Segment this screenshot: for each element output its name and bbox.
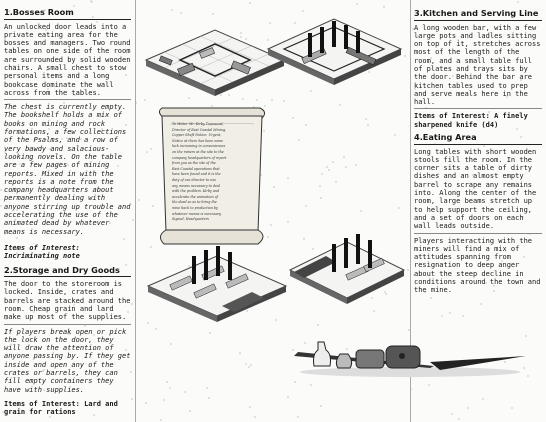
section-divider (4, 99, 131, 100)
bosses-room-items: Items of Interest: Incriminating note (4, 243, 80, 261)
isometric-room-map-bottom-left (142, 242, 292, 322)
isometric-room-map-bottom-right (286, 228, 408, 306)
scroll-line: with the problem. Kirby and (172, 189, 220, 194)
scroll-line: accelerate the animation of (172, 194, 218, 199)
scroll-line: To Mister Mr. Kirby Townsend, (172, 122, 224, 126)
scroll-line: Director of East Coastal Mining, (172, 127, 227, 132)
left-column (0, 0, 135, 422)
section-divider (414, 108, 542, 109)
kitchen-items: Items of Interest: A finely sharpened knife (d4) (414, 112, 528, 129)
section-heading-bosses-room: 1.Bosses Room (4, 8, 131, 20)
scroll-line: Notice at there has been some (172, 138, 224, 143)
column-divider-left (135, 0, 136, 422)
scroll-line: lack increasing in conveniences (172, 144, 226, 149)
incriminating-note-scroll (150, 106, 274, 246)
bosses-room-gm-notes: The chest is currently empty. The bookshelf holds a mix of books on mining and rock formations, a few collections of the Psalms, and a row of very bawdy and salacious-looking novels. On the table are a few pages of mining reports. Mixed in with the reports is a note from the company headquarters about permanently dealing with anyone stirring up trouble and accelerating the use of the animated dead by whatever means is necessary. (4, 103, 131, 236)
scroll-line: Copper Shaft Notice: Urgent, (172, 133, 222, 138)
section-heading-kitchen: 3.Kitchen and Serving Line (414, 9, 542, 21)
flask-icon (336, 354, 351, 368)
kitchen-description: A long wooden bar, with a few large pots and ladles sitting on top of it, stretches across most of the length of the room, and a small table full of plates and trays sits by the door. Behind the bar are kitchen tables used to prep and serve meals here in the hall. (414, 23, 541, 107)
storage-items: Items of Interest: Lard and grain for rations (4, 399, 118, 417)
eating-area-notes: Players interacting with the miners will find a mix of attitudes spanning from resignation to deep anger about the steep decline in conditions around the town and the mine. (414, 236, 541, 295)
scroll-line: have been found and it is the (172, 172, 221, 177)
blade-icon (430, 356, 526, 370)
bottle-icon (314, 342, 331, 366)
scroll-line: on the miners at the site to the (172, 149, 224, 154)
bosses-room-description: An unlocked door leads into a private eating area for the bosses and managers. Two round tables on one side of the room are surrounded by solid wooden chairs. A small chest to stow personal items and a long bookcase dominate the wall across from the tables. (4, 22, 131, 97)
section-divider (4, 324, 131, 325)
isometric-room-map-top-right (262, 5, 407, 85)
scroll-line: from you as the site of the (172, 161, 216, 166)
section-divider (414, 233, 542, 234)
scroll-line: duty of our director to use (172, 177, 217, 182)
pouch-icon (356, 350, 384, 368)
scroll-line: any means necessary to deal (172, 183, 221, 188)
eating-area-description: Long tables with short wooden stools fill the room. In the corner sits a table of dirty dishes and an almost empty barrel to scrape any remains into. Along the center of the room, large beams stretch up to help support the ceiling, and a set of doors on each wall leads outside. (414, 147, 537, 231)
scroll-line: mine back to production by (172, 205, 218, 210)
section-heading-storage: 2.Storage and Dry Goods (4, 266, 131, 278)
scroll-handwriting (172, 122, 256, 226)
scroll-line: Signed, Headquarters (172, 217, 209, 222)
scroll-line: East Coastal operations that (172, 166, 220, 171)
scroll-line: whatever means is necessary. (172, 211, 222, 216)
scroll-line: company headquarters of report (172, 155, 227, 160)
scroll-line: the dead so as to bring the (172, 200, 217, 205)
storage-description: The door to the storeroom is locked. Inside, crates and barrels are stacked around the room. Cheap grain and lard make up most of the supplies. (4, 280, 131, 322)
storage-gm-notes: If players break open or pick the lock on the door, they will draw the attention of anyone passing by. If they get inside and open any of the crates or barrels, they can fill empty containers they have with supplies. (4, 327, 131, 394)
still-life-illustration (290, 332, 528, 382)
section-heading-eating-area: 4.Eating Area (414, 133, 542, 145)
